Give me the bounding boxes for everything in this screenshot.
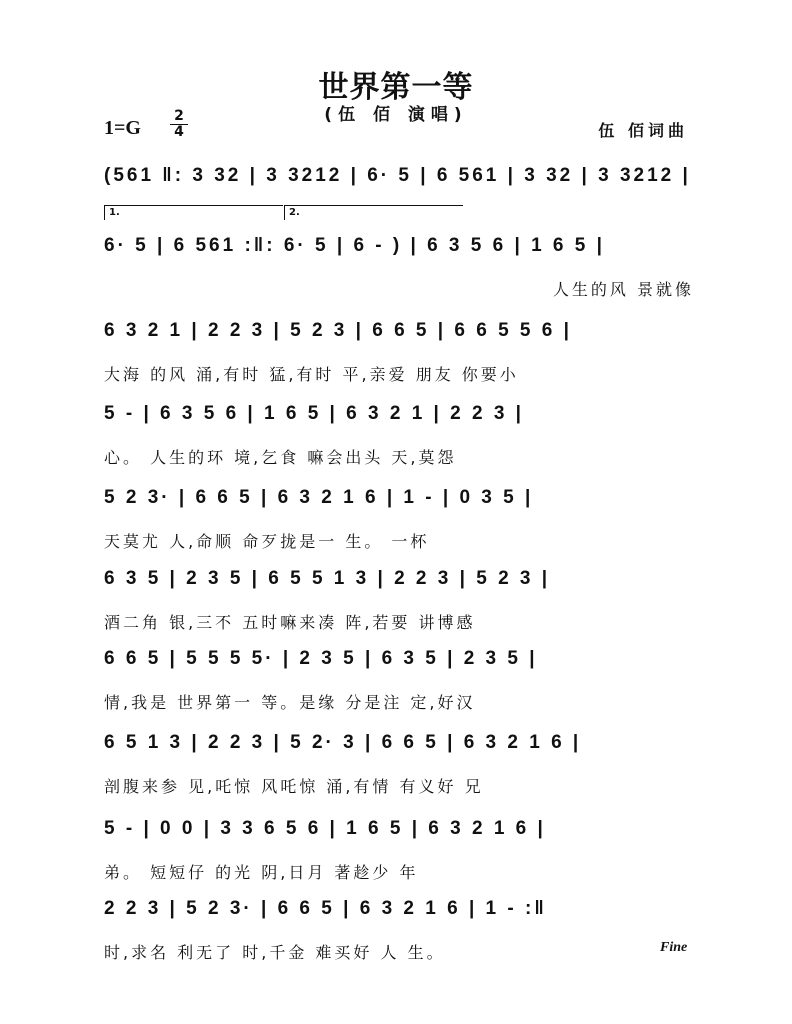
notes: 6 5 1 3 | 2 2 3 | 5 2· 3 | 6 6 5 | 6 3 2 1 6 | <box>104 732 582 753</box>
notes: 5 - | 6 3 5 6 | 1 6 5 | 6 3 2 1 | 2 2 3 | <box>104 403 524 424</box>
lyrics: 天莫尤 人,命顺 命歹拢是一 生。 一杯 <box>104 532 430 551</box>
composer-credit: 伍 佰词曲 <box>598 121 688 140</box>
notes: 6 3 5 | 2 3 5 | 6 5 5 1 3 | 2 2 3 | 5 2 3 | <box>104 568 551 589</box>
notes: 6 3 2 1 | 2 2 3 | 5 2 3 | 6 6 5 | 6 6 5 5 6 | <box>104 320 572 341</box>
notes: 6 6 5 | 5 5 5 5· | 2 3 5 | 6 3 5 | 2 3 5 | <box>104 648 538 669</box>
notes: 6· 5 | 6 561 :‖: 6· 5 | 6 - ) | 6 3 5 6 | 1 6 5 | <box>104 235 605 256</box>
staff-row-7 <box>104 648 694 718</box>
performer: (伍 佰 演唱) <box>324 105 468 125</box>
lyrics: 大海 的风 涌,有时 猛,有时 平,亲爱 朋友 你要小 <box>104 365 519 384</box>
volta-second-ending: 2. <box>284 205 463 220</box>
key-signature: 1=G <box>104 117 141 139</box>
lyrics: 情,我是 世界第一 等。是缘 分是注 定,好汉 <box>104 693 476 712</box>
fine-marking: Fine <box>660 940 688 955</box>
notes: 5 2 3· | 6 6 5 | 6 3 2 1 6 | 1 - | 0 3 5 | <box>104 487 534 508</box>
volta-first-ending: 1. <box>104 205 283 220</box>
staff-row-6 <box>104 568 694 638</box>
staff-row-1 <box>104 165 694 235</box>
lyrics: 人生的风 景就像 <box>552 280 694 299</box>
lyrics: 弟。 短短仔 的光 阴,日月 著趁少 年 <box>104 863 419 882</box>
lyrics: 酒二角 银,三不 五时嘛来凑 阵,若要 讲博感 <box>104 613 476 632</box>
lyrics: 剖腹来参 见,吒惊 风吒惊 涌,有情 有义好 兄 <box>104 777 484 796</box>
lyrics: 时,求名 利无了 时,千金 难买好 人 生。 <box>104 943 446 962</box>
notes: (561 ‖: 3 32 | 3 3212 | 6· 5 | 6 561 | 3 32 | 3 3212 | <box>104 165 691 186</box>
time-top: 2 <box>174 108 184 124</box>
staff-row-5 <box>104 487 694 557</box>
notes: 5 - | 0 0 | 3 3 6 5 6 | 1 6 5 | 6 3 2 1 6 | <box>104 818 546 839</box>
time-bottom: 4 <box>174 124 184 140</box>
lyrics: 心。 人生的环 境,乞食 嘛会出头 天,莫怨 <box>104 448 457 467</box>
staff-row-8 <box>104 732 694 802</box>
staff-row-4 <box>104 403 694 473</box>
staff-row-9 <box>104 818 694 888</box>
staff-row-10 <box>104 898 694 968</box>
notes: 2 2 3 | 5 2 3· | 6 6 5 | 6 3 2 1 6 | 1 - :‖ <box>104 898 547 919</box>
time-signature <box>170 110 188 139</box>
staff-row-2 <box>104 235 694 305</box>
staff-row-3 <box>104 320 694 390</box>
song-title: 世界第一等 <box>318 70 474 105</box>
